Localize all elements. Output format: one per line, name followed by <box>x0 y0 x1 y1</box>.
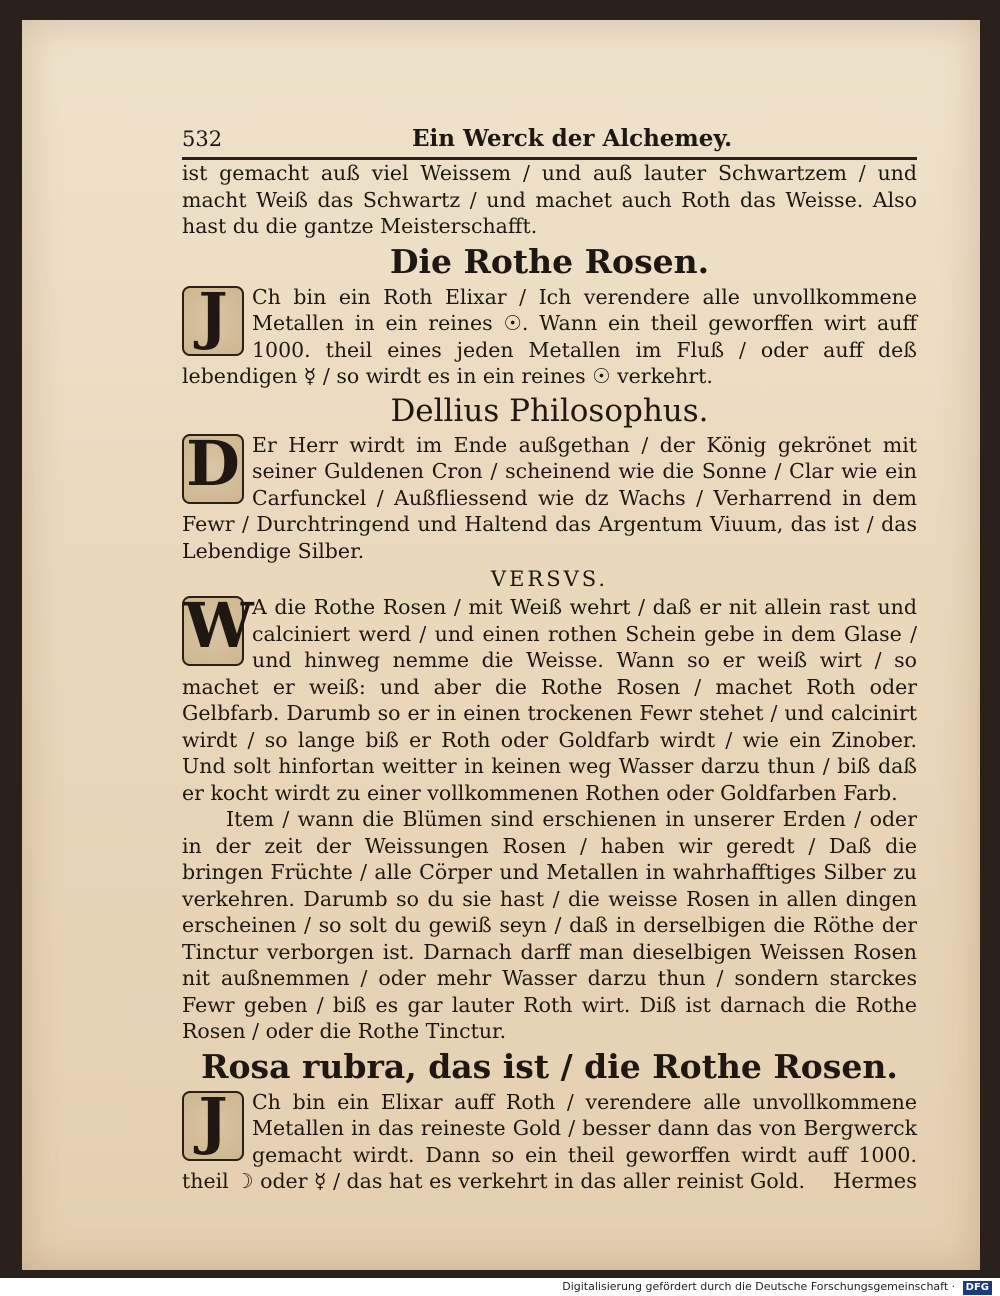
book-page <box>22 20 980 1270</box>
paragraph-text: A die Rothe Rosen / mit Weiß wehrt / daß er nit allein rast und calciniert werd / und einen rothen Schein gebe in dem Glase / und hinweg nemme die Weisse. Wann so er weiß wirt / so machet er weiß: und aber die Rothe Rosen / machet Roth oder Gelbfarb. Darumb so er in einen trockenen Fewr stehet / und calcinirt wirdt / so lange biß er Roth oder Goldfarb wirdt / wie ein Zinober. Und solt hinfortan weitter in keinen weg Wasser darzu thun / biß daß er kocht wirdt zu einer vollkommenen Rothen oder Goldfarben Farb. <box>182 595 917 805</box>
paragraph: Item / wann die Blümen sind erschienen in unserer Erden / oder in der zeit der Weissungen Rosen / haben wir geredt / Daß die bringen Früchte / alle Cörper und Metallen in wahrhafftiges Silber zu verkehren. Darumb so du sie hast / die weisse Rosen in allen dingen erscheinen / so solt du gewiß seyn / daß in derselbigen die Röthe der Tinctur verborgen ist. Darnach darff man dieselbigen Weissen Rosen nit außnemmen / oder mehr Wasser darzu thun / sondern starckes Fewr geben / biß es gar lauter Roth wirt. Diß ist darnach die Rothe Rosen / oder die Rothe Tinctur. <box>182 807 917 1043</box>
page-header <box>182 125 917 160</box>
decorated-initial: J <box>182 1091 244 1161</box>
text-body <box>182 160 917 1195</box>
section-heading: Rosa rubra, das ist / die Rothe Rosen. <box>201 1046 898 1086</box>
paragraph-text: Er Herr wirdt im Ende außgethan / der König gekrönet mit seiner Guldenen Cron / scheinend wie die Sonne / Clar wie ein Carfunckel / Außfliessend wie dz Wachs / Verharrend in dem Fewr / Durchtringend und Haltend das Argentum Viuum, das ist / das Lebendige Silber. <box>182 432 917 563</box>
running-title: Ein Werck der Alchemey. <box>412 125 733 152</box>
paragraph <box>182 426 917 565</box>
paragraph <box>182 278 917 390</box>
section-heading: VERSVS. <box>490 567 609 591</box>
section-heading: Die Rothe Rosen. <box>389 241 710 281</box>
decorated-initial: W <box>182 596 244 666</box>
decorated-initial: J <box>182 286 244 356</box>
decorated-initial: D <box>182 434 244 504</box>
page-content <box>182 125 917 1193</box>
digitization-footer <box>0 1278 1000 1296</box>
paragraph: ist gemacht auß viel Weissem / und auß lauter Schwartzem / und macht Weiß das Schwartz / und machet auch Roth das Weisse. Also hast du die gantze Meisterschafft. <box>182 161 917 238</box>
page-number: 532 <box>182 127 223 151</box>
catchword: Hermes <box>833 1168 917 1193</box>
paragraph <box>182 589 917 806</box>
section-heading: Dellius Philosophus. <box>390 392 709 429</box>
dfg-logo[interactable]: DFG <box>963 1281 992 1295</box>
paragraph-text: Ch bin ein Roth Elixar / Ich verendere alle unvollkommene Metallen in ein reines ☉. Wann ein theil geworffen wirt auff 1000. theil eines jeden Metallen im Fluß / oder auff deß lebendigen ☿ / so wirdt es in ein reines ☉ verkehrt. <box>182 284 917 388</box>
funding-note: Digitalisierung gefördert durch die Deutsche Forschungsgemeinschaft · <box>562 1280 956 1293</box>
paragraph-text: Ch bin ein Elixar auff Roth / verendere alle unvollkommene Metallen in das reineste Gold / besser dann das von Bergwerck gemacht wirdt. Dann so ein theil geworffen wirdt auff 1000. theil ☽ oder ☿ / das hat es verkehrt in das aller reinist Gold. <box>182 1089 917 1193</box>
